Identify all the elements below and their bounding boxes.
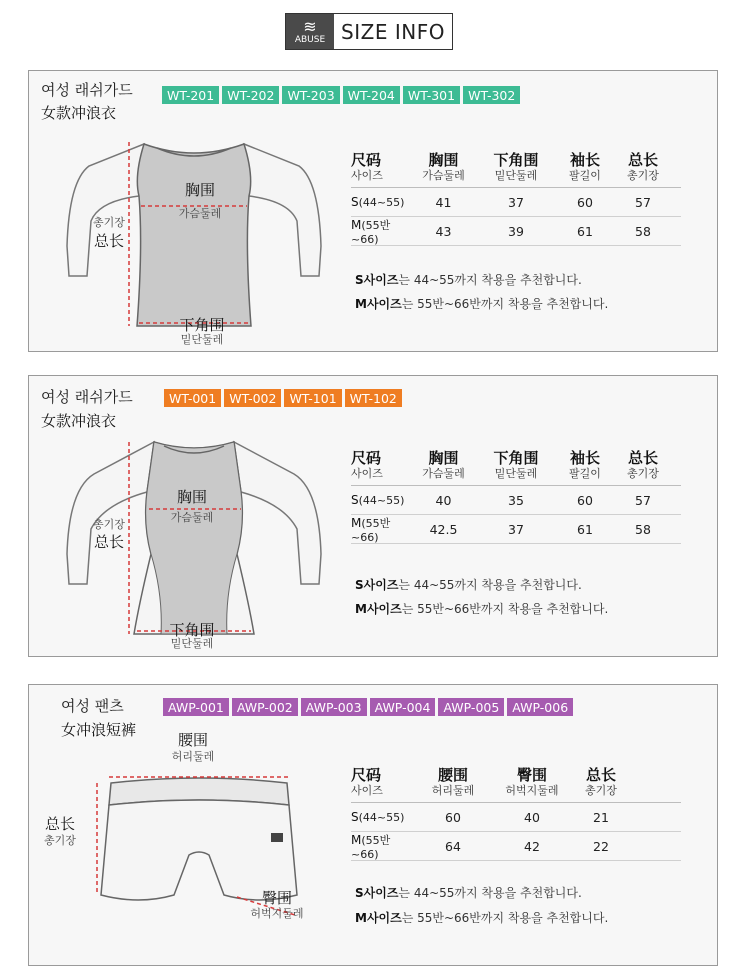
value-cell: 43: [435, 223, 452, 239]
chest-label-ko: 가슴둘레: [170, 511, 214, 524]
product-code: AWP-004: [370, 698, 436, 716]
product-code: WT-001: [164, 389, 221, 407]
value-cell: 21: [593, 809, 609, 825]
section-title-zh: 女款冲浪衣: [41, 412, 117, 430]
table-header-cell: 腰围 허리둘레: [431, 766, 475, 797]
value-cell: 22: [593, 838, 609, 854]
table-row: [351, 188, 681, 217]
product-code: AWP-003: [301, 698, 367, 716]
table-header-cell: 总长 총기장: [627, 151, 659, 182]
section-pants: [28, 684, 718, 966]
size-table: [351, 446, 681, 544]
size-info-header: [285, 13, 453, 50]
size-note: M사이즈는 55반~66반까지 착용을 추천합니다.: [355, 297, 609, 311]
product-code: AWP-005: [438, 698, 504, 716]
size-cell: S(44~55): [351, 810, 405, 824]
size-cell: M(55반~66): [351, 515, 391, 544]
brand-logo: [286, 14, 334, 49]
table-header-cell: 袖长 팔길이: [569, 151, 601, 182]
size-note: S사이즈는 44~55까지 착용을 추천합니다.: [355, 886, 582, 900]
table-row: [351, 217, 681, 246]
product-code: WT-201: [162, 86, 219, 104]
product-code: WT-203: [282, 86, 339, 104]
waist-label-zh: 腰围: [177, 731, 208, 749]
length-label-zh: 总长: [93, 232, 124, 250]
table-header-cell: 总长 총기장: [627, 449, 659, 480]
table-header-cell: 尺码 사이즈: [351, 449, 383, 480]
section-title-ko: 여성 래쉬가드: [41, 388, 133, 406]
hem-label-zh: 下角围: [169, 621, 215, 639]
section-title-zh: 女款冲浪衣: [41, 104, 117, 122]
value-cell: 64: [445, 838, 461, 854]
table-header-cell: 下角围 밑단둘레: [493, 151, 539, 182]
product-code: AWP-001: [163, 698, 229, 716]
product-code: WT-002: [224, 389, 281, 407]
section-title-ko: 여성 래쉬가드: [41, 81, 133, 99]
table-header-cell: 袖长 팔길이: [569, 449, 601, 480]
brand-logo-text: ABUSE: [294, 34, 326, 45]
section-rashguard-1: [28, 70, 718, 352]
hem-label-zh: 下角围: [179, 316, 225, 334]
value-cell: 41: [435, 194, 452, 210]
size-table: [351, 148, 681, 246]
product-code: WT-102: [345, 389, 402, 407]
size-note: M사이즈는 55반~66반까지 착용을 추천합니다.: [355, 911, 609, 925]
product-code: WT-301: [403, 86, 460, 104]
thigh-label-zh: 臀围: [261, 889, 292, 907]
section-title-zh: 女冲浪短裤: [61, 721, 137, 739]
brand-patch: [271, 833, 283, 842]
table-header-cell: 尺码 사이즈: [351, 766, 383, 797]
value-cell: 61: [577, 223, 593, 239]
table-header-cell: 胸围 가슴둘레: [422, 151, 465, 182]
chest-label-ko: 가슴둘레: [178, 207, 222, 220]
product-codes: [163, 698, 573, 716]
table-row: [351, 515, 681, 544]
value-cell: 42.5: [429, 521, 458, 537]
product-codes: [164, 389, 402, 407]
length-label-ko: 총기장: [93, 518, 125, 531]
length-label-zh: 总长: [44, 815, 75, 833]
pants-illustration: [59, 755, 329, 955]
waist-label-ko: 허리둘레: [171, 750, 215, 763]
wave-icon: ≋: [303, 16, 317, 36]
value-cell: 42: [524, 838, 540, 854]
chest-label-zh: 胸围: [184, 181, 215, 199]
table-row: [351, 832, 681, 861]
size-note: S사이즈는 44~55까지 착용을 추천합니다.: [355, 273, 582, 287]
table-header-row: [351, 148, 681, 188]
length-label-zh: 总长: [93, 533, 124, 551]
length-label-ko: 총기장: [93, 216, 125, 229]
table-header-cell: 总长 총기장: [585, 766, 617, 797]
table-row: [351, 486, 681, 515]
product-code: WT-302: [463, 86, 520, 104]
table-header-cell: 臀围 허벅지둘레: [505, 766, 559, 797]
size-cell: S(44~55): [351, 195, 405, 209]
product-code: WT-204: [343, 86, 400, 104]
value-cell: 58: [635, 521, 651, 537]
section-rashguard-2: [28, 375, 718, 657]
table-header-cell: 胸围 가슴둘레: [422, 449, 465, 480]
value-cell: 60: [445, 809, 461, 825]
value-cell: 40: [435, 492, 452, 508]
product-code: WT-101: [284, 389, 341, 407]
hem-label-ko: 밑단둘레: [180, 333, 224, 346]
size-note: M사이즈는 55반~66반까지 착용을 추천합니다.: [355, 602, 609, 616]
value-cell: 60: [577, 194, 593, 210]
table-header-row: [351, 763, 681, 803]
value-cell: 37: [508, 194, 524, 210]
value-cell: 39: [508, 223, 524, 239]
size-table: [351, 763, 681, 861]
value-cell: 40: [524, 809, 540, 825]
value-cell: 57: [635, 194, 651, 210]
size-cell: M(55반~66): [351, 832, 391, 861]
size-cell: M(55반~66): [351, 217, 391, 246]
product-code: AWP-006: [507, 698, 573, 716]
value-cell: 37: [508, 521, 524, 537]
page-title: SIZE INFO: [341, 19, 445, 44]
table-header-cell: 尺码 사이즈: [351, 151, 383, 182]
section-title-ko: 여성 팬츠: [61, 697, 124, 715]
table-row: [351, 803, 681, 832]
value-cell: 58: [635, 223, 651, 239]
thigh-label-ko: 허벅지둘레: [250, 907, 304, 920]
length-label-ko: 총기장: [44, 834, 76, 847]
table-header-row: [351, 446, 681, 486]
size-cell: S(44~55): [351, 493, 405, 507]
product-code: WT-202: [222, 86, 279, 104]
value-cell: 61: [577, 521, 593, 537]
chest-label-zh: 胸围: [176, 488, 207, 506]
product-code: AWP-002: [232, 698, 298, 716]
size-note: S사이즈는 44~55까지 착용을 추천합니다.: [355, 578, 582, 592]
value-cell: 57: [635, 492, 651, 508]
product-codes: [162, 86, 520, 104]
hem-label-ko: 밑단둘레: [170, 637, 214, 650]
table-header-cell: 下角围 밑단둘레: [493, 449, 539, 480]
value-cell: 60: [577, 492, 593, 508]
value-cell: 35: [508, 492, 524, 508]
